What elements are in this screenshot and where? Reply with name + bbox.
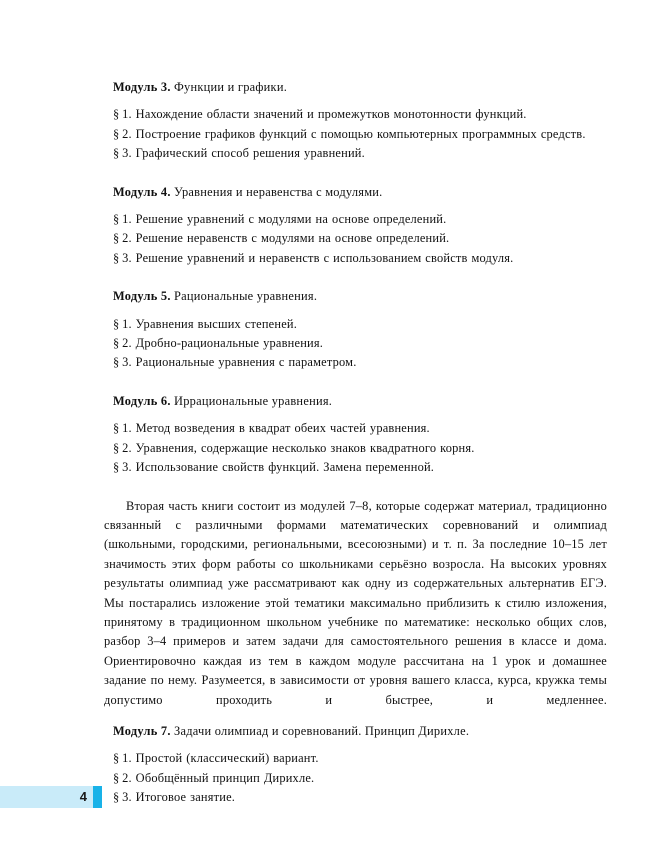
module-heading-5-bold: Модуль 5. (113, 289, 171, 304)
spacer (104, 411, 607, 419)
spacer (104, 202, 607, 210)
module-7-section-1: § 1. Простой (классический) вариант. (113, 751, 319, 766)
module-3-section-3: § 3. Графический способ решения уравнений. (113, 146, 365, 161)
module-heading-5-rest: Рациональные уравнения. (170, 289, 318, 304)
module-heading-7-bold: Модуль 7. (113, 723, 171, 738)
module-3-section-1: § 1. Нахождение области значений и промежутков монотонности функций. (113, 107, 527, 122)
module-heading-4 (104, 183, 607, 202)
spacer (104, 373, 607, 392)
module-4-section-1: § 1. Решение уравнений с модулями на основе определений. (113, 212, 447, 227)
module-5-section-3: § 3. Рациональные уравнения с параметром. (113, 355, 357, 370)
module-7-section-3: § 3. Итоговое занятие. (113, 790, 236, 805)
module-block-7 (104, 722, 607, 808)
spacer (104, 164, 607, 183)
module-block-4 (104, 183, 607, 269)
module-heading-6-bold: Модуль 6. (113, 393, 171, 408)
module-4-section-2: § 2. Решение неравенств с модулями на основе определений. (113, 231, 450, 246)
module-heading-7 (104, 722, 607, 741)
module-heading-6 (104, 392, 607, 411)
intro-paragraph: Вторая часть книги состоит из модулей 7–8, которые содержат материал, традиционно связанный с различными формами математических соревнований и олимпиад (школьными, городскими, региональными, всесоюзными) и т. п. За последние 10–15 лет значимость этих форм работы со школьниками серьёзно возросла. На высоких уровнях результаты олимпиад уже рассматривают как одну из содержательных альтернатив ЕГЭ. Мы постарались изложение этой тематики максимально приблизить к стилю изложения, принятому в традиционном школьном учебнике по математике: несколько общих слов, разбор 3–4 примеров и затем задачи для самостоятельного решения в классе и дома. Ориентировочно каждая из тем в каждом модуле рассчитана на 1 урок и домашнее задание по нему. Разумеется, в зависимости от уровня вашего класса, курса, кружка темы допустимо проходить и быстрее, и медленнее. (104, 498, 607, 707)
module-7-section-2: § 2. Обобщённый принцип Дирихле. (113, 770, 315, 785)
module-6-section-3: § 3. Использование свойств функций. Замена переменной. (113, 460, 435, 475)
module-heading-5 (104, 287, 607, 306)
module-heading-4-bold: Модуль 4. (113, 184, 171, 199)
module-4-section-3: § 3. Решение уравнений и неравенств с использованием свойств модуля. (113, 250, 514, 265)
module-5-section-1: § 1. Уравнения высших степеней. (113, 316, 298, 331)
spacer (104, 307, 607, 315)
spacer (104, 97, 607, 105)
module-5-section-2: § 2. Дробно-рациональные уравнения. (113, 336, 324, 351)
module-heading-4-rest: Уравнения и неравенства с модулями. (170, 184, 383, 199)
module-heading-7-rest: Задачи олимпиад и соревнований. Принцип Дирихле. (170, 723, 470, 738)
module-6-section-2: § 2. Уравнения, содержащие несколько знаков квадратного корня. (113, 440, 475, 455)
page-footer (0, 786, 102, 808)
page-number-accent (93, 786, 102, 808)
module-heading-3 (104, 78, 607, 97)
spacer (104, 741, 607, 749)
module-heading-3-rest: Функции и графики. (170, 80, 288, 94)
module-heading-6-rest: Иррациональные уравнения. (170, 393, 333, 408)
module-block-5 (104, 287, 607, 373)
spacer (104, 710, 607, 722)
page-number: 4 (79, 789, 87, 804)
spacer (104, 268, 607, 287)
spacer (104, 478, 607, 497)
module-6-section-1: § 1. Метод возведения в квадрат обеих частей уравнения. (113, 421, 430, 436)
module-heading-3-bold: Модуль 3. (113, 80, 171, 94)
module-block-3 (104, 78, 607, 164)
module-3-section-2: § 2. Построение графиков функций с помощью компьютерных программных средств. (113, 126, 586, 141)
page-content (104, 78, 607, 808)
module-block-6 (104, 392, 607, 478)
